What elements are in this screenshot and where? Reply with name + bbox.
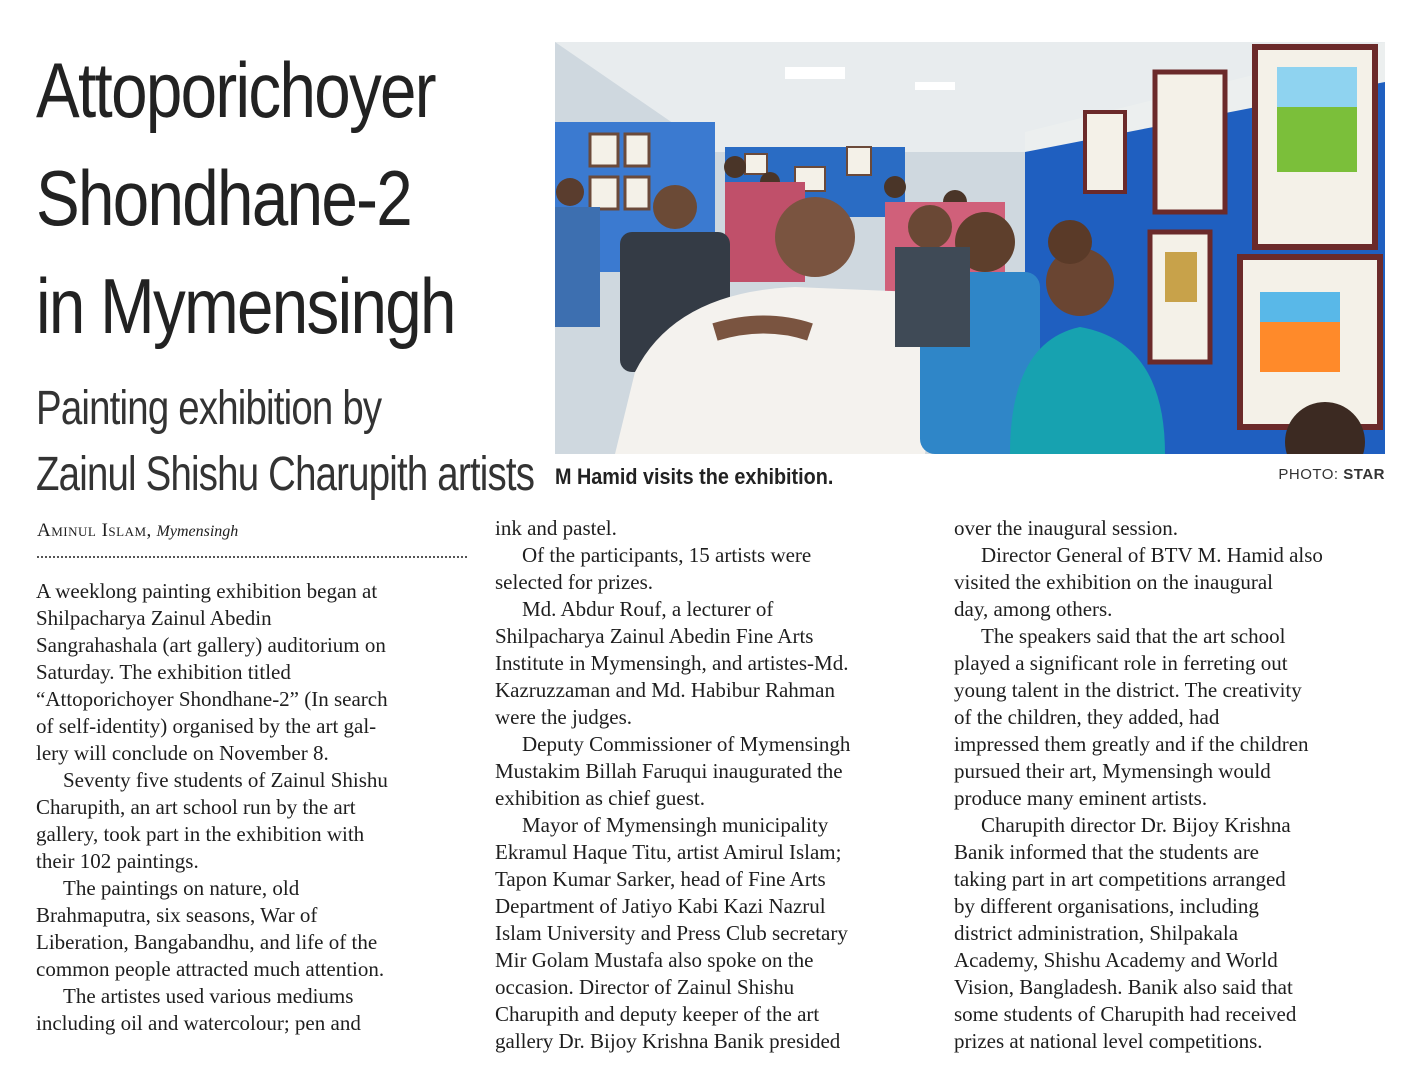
article-line: visited the exhibition on the inaugural bbox=[954, 570, 1274, 594]
article-line: Seventy five students of Zainul Shishu bbox=[63, 768, 388, 792]
article-column-2 bbox=[495, 515, 935, 1055]
photo-credit-source: STAR bbox=[1343, 466, 1385, 483]
article-line: gallery, took part in the exhibition with bbox=[36, 822, 365, 846]
article-line: Brahmaputra, six seasons, War of bbox=[36, 903, 318, 927]
article-line: Mayor of Mymensingh municipality bbox=[522, 813, 829, 837]
article-line: by different organisations, including bbox=[954, 894, 1259, 918]
article-line: Vision, Bangladesh. Banik also said that bbox=[954, 975, 1293, 999]
article-line: produce many eminent artists. bbox=[954, 786, 1208, 810]
article-line: over the inaugural session. bbox=[954, 516, 1178, 540]
article-line: Deputy Commissioner of Mymensingh bbox=[522, 732, 851, 756]
byline-author: Aminul Islam, bbox=[37, 520, 152, 541]
article-line: prizes at national level competitions. bbox=[954, 1029, 1263, 1053]
article-line: Academy, Shishu Academy and World bbox=[954, 948, 1278, 972]
article-line: played a significant role in ferreting out bbox=[954, 651, 1288, 675]
article-line: Department of Jatiyo Kabi Kazi Nazrul bbox=[495, 894, 826, 918]
article-line: occasion. Director of Zainul Shishu bbox=[495, 975, 795, 999]
article-line: of self-identity) organised by the art gal- bbox=[36, 714, 377, 738]
article-line: day, among others. bbox=[954, 597, 1113, 621]
article-line: Tapon Kumar Sarker, head of Fine Arts bbox=[495, 867, 826, 891]
article-line: their 102 paintings. bbox=[36, 849, 199, 873]
article-line: Shilpacharya Zainul Abedin Fine Arts bbox=[495, 624, 814, 648]
byline bbox=[37, 520, 467, 542]
article-line: Charupith, an art school run by the art bbox=[36, 795, 356, 819]
article-line: impressed them greatly and if the children bbox=[954, 732, 1309, 756]
headline-line-2: Shondhane-2 bbox=[36, 154, 411, 242]
headline-line-1: Attoporichoyer bbox=[36, 46, 435, 134]
article-line: The artistes used various mediums bbox=[63, 984, 354, 1008]
article-line: Kazruzzaman and Md. Habibur Rahman bbox=[495, 678, 835, 702]
article-line: including oil and watercolour; pen and bbox=[36, 1011, 361, 1035]
article-line: selected for prizes. bbox=[495, 570, 654, 594]
article-line: Saturday. The exhibition titled bbox=[36, 660, 291, 684]
article-line: of the children, they added, had bbox=[954, 705, 1220, 729]
exhibition-photo-illustration bbox=[555, 42, 1385, 454]
article-line: The paintings on nature, old bbox=[63, 876, 300, 900]
article-line: pursued their art, Mymensingh would bbox=[954, 759, 1271, 783]
article-line: A weeklong painting exhibition began at bbox=[36, 579, 378, 603]
article-column-3 bbox=[954, 515, 1394, 1055]
photo-credit bbox=[1278, 466, 1385, 483]
article-line: ink and pastel. bbox=[495, 516, 617, 540]
headline-line-3: in Mymensingh bbox=[36, 262, 455, 350]
article-line: Md. Abdur Rouf, a lecturer of bbox=[522, 597, 774, 621]
article-line: Institute in Mymensingh, and artistes-Md. bbox=[495, 651, 849, 675]
article-line: Mustakim Billah Faruqui inaugurated the bbox=[495, 759, 843, 783]
article-line: young talent in the district. The creativity bbox=[954, 678, 1302, 702]
article-line: Liberation, Bangabandhu, and life of the bbox=[36, 930, 378, 954]
article-line: Sangrahashala (art gallery) auditorium on bbox=[36, 633, 386, 657]
photo-caption: M Hamid visits the exhibition. bbox=[555, 464, 834, 489]
article-line: Charupith director Dr. Bijoy Krishna bbox=[981, 813, 1291, 837]
article-line: Of the participants, 15 artists were bbox=[522, 543, 812, 567]
article-line: some students of Charupith had received bbox=[954, 1002, 1297, 1026]
article-line: gallery Dr. Bijoy Krishna Banik presided bbox=[495, 1029, 841, 1053]
article-line: The speakers said that the art school bbox=[981, 624, 1286, 648]
article-line: taking part in art competitions arranged bbox=[954, 867, 1286, 891]
byline-location: Mymensingh bbox=[156, 523, 239, 540]
article-line: Islam University and Press Club secretary bbox=[495, 921, 848, 945]
article-line: lery will conclude on November 8. bbox=[36, 741, 329, 765]
article-line: Charupith and deputy keeper of the art bbox=[495, 1002, 820, 1026]
byline-divider bbox=[37, 556, 467, 558]
exhibition-photo bbox=[555, 42, 1385, 454]
article-line: Director General of BTV M. Hamid also bbox=[981, 543, 1323, 567]
article-line: “Attoporichoyer Shondhane-2” (In search bbox=[36, 687, 388, 711]
article-line: Shilpacharya Zainul Abedin bbox=[36, 606, 272, 630]
headline bbox=[36, 36, 557, 360]
article-line: Mir Golam Mustafa also spoke on the bbox=[495, 948, 814, 972]
subheadline bbox=[36, 376, 548, 508]
article-line: exhibition as chief guest. bbox=[495, 786, 705, 810]
article-line: Ekramul Haque Titu, artist Amirul Islam; bbox=[495, 840, 842, 864]
subheadline-line-2: Zainul Shishu Charupith artists bbox=[36, 448, 535, 501]
subheadline-line-1: Painting exhibition by bbox=[36, 382, 382, 435]
article-line: district administration, Shilpakala bbox=[954, 921, 1239, 945]
article-column-1 bbox=[36, 578, 476, 1037]
article-line: Banik informed that the students are bbox=[954, 840, 1260, 864]
article-line: were the judges. bbox=[495, 705, 633, 729]
photo-credit-label: PHOTO: bbox=[1278, 466, 1339, 483]
article-line: common people attracted much attention. bbox=[36, 957, 385, 981]
